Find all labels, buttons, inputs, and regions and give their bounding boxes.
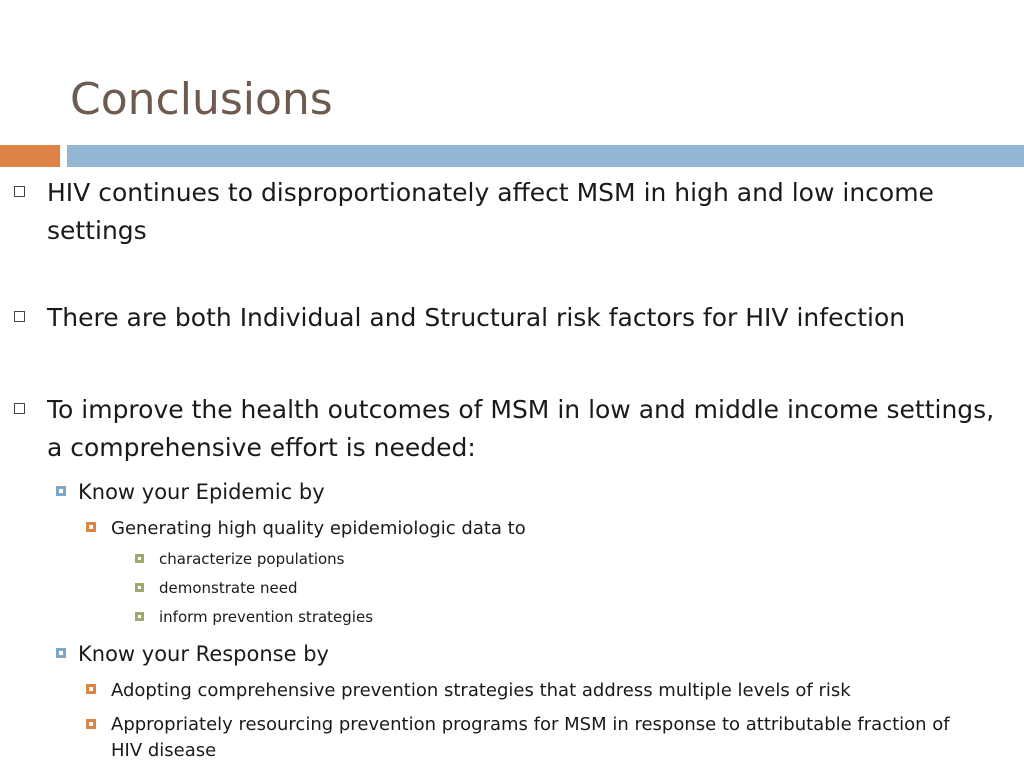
blue-square-bullet-icon bbox=[56, 486, 66, 496]
sub-sub-bullet-text: Adopting comprehensive prevention strategies that address multiple levels of risk bbox=[111, 680, 851, 701]
list-item-text: demonstrate need bbox=[159, 579, 298, 597]
slide-title: Conclusions bbox=[70, 74, 333, 125]
sub-sub-bullet bbox=[86, 712, 966, 764]
bullet-text: To improve the health outcomes of MSM in low and middle income settings, a comprehensive effort is needed: bbox=[47, 395, 995, 462]
list-item bbox=[135, 607, 935, 627]
orange-square-bullet-icon bbox=[86, 719, 96, 729]
green-square-bullet-icon bbox=[135, 554, 144, 563]
list-item-text: characterize populations bbox=[159, 550, 345, 568]
green-square-bullet-icon bbox=[135, 583, 144, 592]
bullet-item bbox=[14, 299, 1019, 337]
list-item bbox=[135, 578, 935, 598]
bullet-item bbox=[14, 174, 1004, 250]
bullet-text: HIV continues to disproportionately affect MSM in high and low income settings bbox=[47, 178, 934, 245]
list-item-text: inform prevention strategies bbox=[159, 608, 374, 626]
green-square-bullet-icon bbox=[135, 612, 144, 621]
blue-square-bullet-icon bbox=[56, 648, 66, 658]
sub-bullet-response bbox=[56, 640, 956, 668]
sub-sub-bullet bbox=[86, 515, 986, 542]
sub-sub-bullet-text: Generating high quality epidemiologic data to bbox=[111, 518, 526, 539]
orange-square-bullet-icon bbox=[86, 684, 96, 694]
square-bullet-icon bbox=[14, 186, 25, 197]
list-item bbox=[135, 549, 935, 569]
sub-sub-bullet-text: Appropriately resourcing prevention programs for MSM in response to attributable fraction of HIV disease bbox=[111, 714, 950, 761]
sub-bullet-epidemic bbox=[56, 478, 956, 506]
square-bullet-icon bbox=[14, 311, 25, 322]
bullet-item bbox=[14, 391, 1004, 467]
orange-square-bullet-icon bbox=[86, 522, 96, 532]
bullet-text: There are both Individual and Structural risk factors for HIV infection bbox=[47, 303, 906, 332]
title-accent-bar-blue bbox=[67, 145, 1024, 167]
title-accent-bar-orange bbox=[0, 145, 60, 167]
sub-bullet-text: Know your Epidemic by bbox=[78, 480, 325, 504]
sub-bullet-text: Know your Response by bbox=[78, 642, 329, 666]
sub-sub-bullet bbox=[86, 677, 996, 704]
square-bullet-icon bbox=[14, 403, 25, 414]
